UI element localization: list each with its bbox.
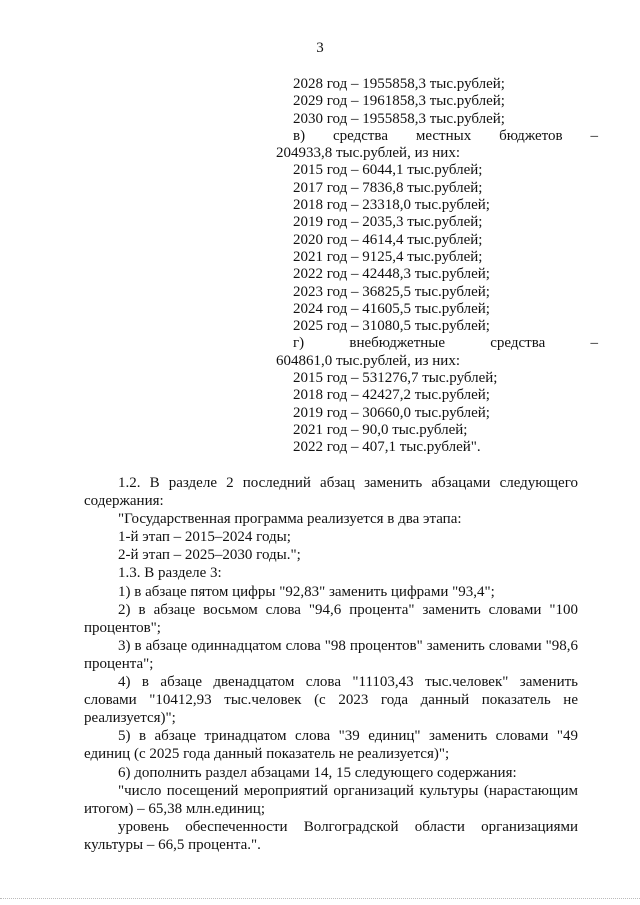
extra-budget-year: 2019 год – 30660,0 тыс.рублей;: [293, 404, 490, 421]
amendment-item: 3) в абзаце одиннадцатом слова "98 процентов" заменить словами "98,6 процента";: [84, 637, 578, 672]
amendment-item: 5) в абзаце тринадцатом слова "39 единиц" заменить словами "49 единиц (с 2025 года данный показатель не реализуется)";: [84, 728, 578, 763]
local-budget-year: 2017 год – 7836,8 тыс.рублей;: [293, 179, 483, 196]
amendments-block: [84, 474, 578, 854]
local-budget-year: 2019 год – 2035,3 тыс.рублей;: [293, 214, 483, 231]
local-budget-year: 2025 год – 31080,5 тыс.рублей;: [293, 318, 490, 335]
budget-block: [276, 76, 598, 457]
page-number: 3: [316, 40, 324, 56]
extra-budget-total: 604861,0 тыс.рублей, из них:: [276, 352, 460, 369]
local-budget-year: 2022 год – 42448,3 тыс.рублей;: [293, 266, 490, 283]
extra-budget-year: 2015 год – 531276,7 тыс.рублей;: [293, 370, 498, 387]
local-budget-total: 204933,8 тыс.рублей, из них:: [276, 145, 460, 162]
extra-budget-year: 2021 год – 90,0 тыс.рублей;: [293, 421, 468, 438]
local-budget-year: 2023 год – 36825,5 тыс.рублей;: [293, 283, 490, 300]
local-budget-heading-word: –: [590, 127, 598, 144]
budget-line-2029: 2029 год – 1961858,3 тыс.рублей;: [293, 93, 505, 110]
extra-budget-heading-word: г): [293, 335, 305, 352]
local-budget-year: 2015 год – 6044,1 тыс.рублей;: [293, 162, 483, 179]
amendment-item: "число посещений мероприятий организаций культуры (нарастающим итогом) – 65,38 млн.единиц;: [84, 782, 578, 817]
quoted-paragraph: 2-й этап – 2025–2030 годы.";: [118, 547, 301, 564]
extra-budget-heading: [276, 335, 598, 352]
local-budget-year: 2021 год – 9125,4 тыс.рублей;: [293, 248, 483, 265]
amendment-item: 6) дополнить раздел абзацами 14, 15 следующего содержания:: [118, 764, 517, 781]
local-budget-year: 2018 год – 23318,0 тыс.рублей;: [293, 197, 490, 214]
budget-line-2028: 2028 год – 1955858,3 тыс.рублей;: [293, 76, 505, 92]
local-budget-heading-word: средства: [332, 127, 388, 144]
extra-budget-heading-word: средства: [490, 335, 546, 352]
quoted-paragraph: 1-й этап – 2015–2024 годы;: [118, 529, 291, 546]
page-bottom-edge: [0, 898, 640, 900]
amendment-item: 4) в абзаце двенадцатом слова "11103,43 тыс.человек" заменить словами "10412,93 тыс.человек (с 2023 года данный показатель не реализуется)";: [84, 674, 578, 727]
local-budget-heading-word: в): [293, 127, 306, 144]
amendment-item: 1) в абзаце пятом цифры "92,83" заменить цифрами "93,4";: [118, 583, 495, 600]
budget-line-2030: 2030 год – 1955858,3 тыс.рублей;: [293, 110, 505, 127]
local-budget-year: 2020 год – 4614,4 тыс.рублей;: [293, 231, 483, 248]
amendment-paragraph: 1.3. В разделе 3:: [118, 565, 222, 582]
local-budget-heading: [276, 128, 598, 145]
amendment-item: уровень обеспеченности Волгоградской области организациями культуры – 66,5 процента.".: [84, 818, 578, 853]
quoted-paragraph: "Государственная программа реализуется в два этапа:: [118, 511, 462, 528]
amendment-paragraph: 1.2. В разделе 2 последний абзац заменить абзацами следующего содержания:: [84, 475, 578, 510]
extra-budget-year: 2018 год – 42427,2 тыс.рублей;: [293, 387, 490, 404]
local-budget-year: 2024 год – 41605,5 тыс.рублей;: [293, 300, 490, 317]
local-budget-heading-word: местных: [415, 127, 472, 144]
extra-budget-heading-word: внебюджетные: [349, 335, 446, 352]
extra-budget-heading-word: –: [590, 335, 598, 352]
extra-budget-year: 2022 год – 407,1 тыс.рублей".: [293, 439, 481, 456]
local-budget-heading-word: бюджетов: [499, 127, 563, 144]
amendment-item: 2) в абзаце восьмом слова "94,6 процента" заменить словами "100 процентов";: [84, 601, 578, 636]
